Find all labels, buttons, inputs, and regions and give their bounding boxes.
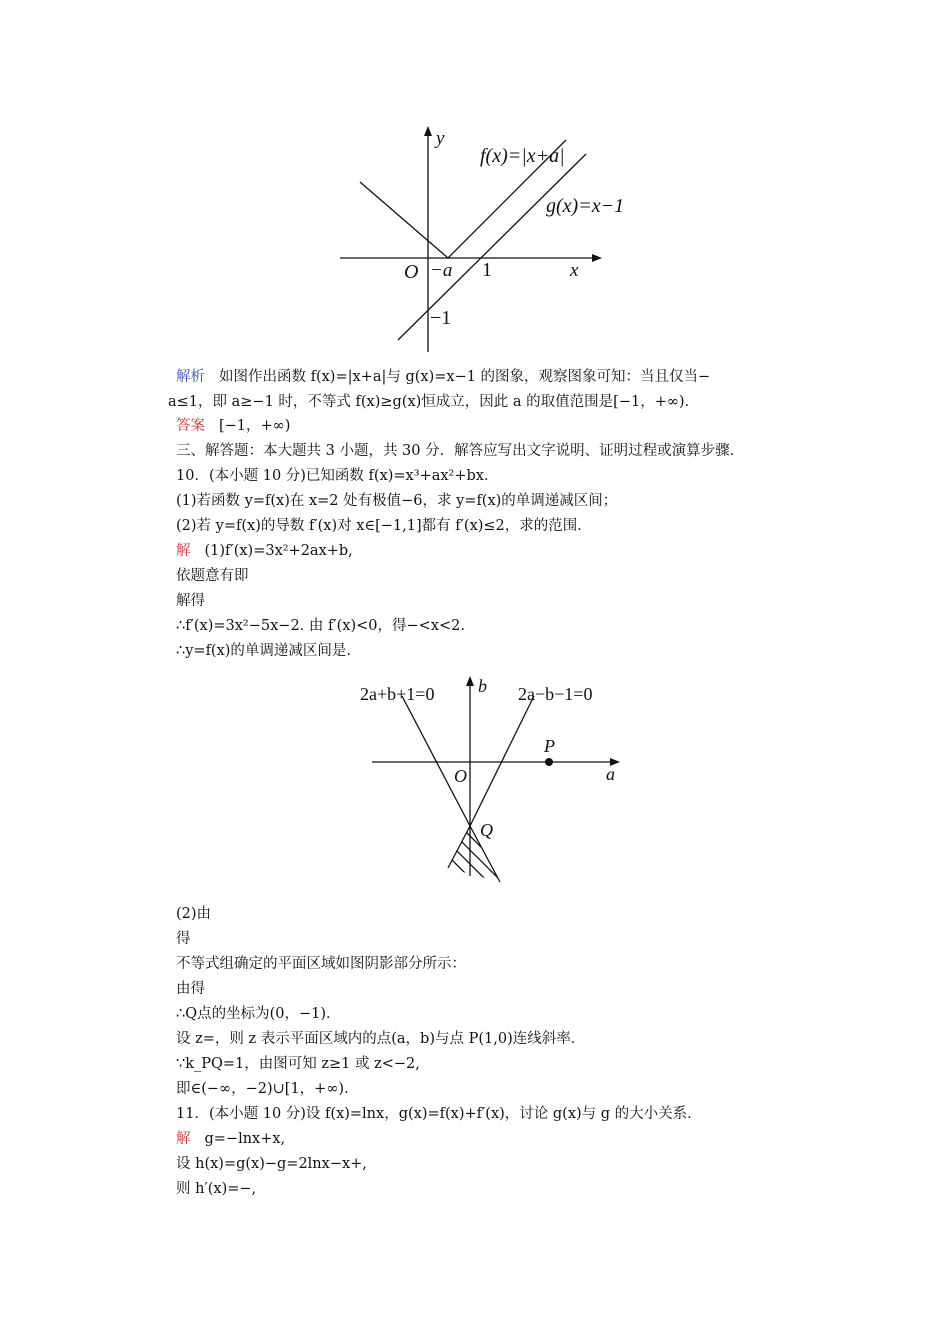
answer-text: [−1，+∞) <box>219 418 291 434</box>
a-axis-label: a <box>606 764 615 784</box>
q11-stem: 11．(本小题 10 分)设 f(x)=lnx，g(x)=f(x)+f′(x)，讨论 g(x)与 g 的大小关系． <box>176 1106 702 1122</box>
neg-a-label: −a <box>430 260 453 281</box>
linear-function-graph <box>398 154 586 340</box>
sol10-line-3: 解得 <box>176 593 205 609</box>
q10-stem: 10．(本小题 10 分)已知函数 f(x)=x³+ax²+bx. <box>176 468 489 484</box>
sol10b-line-6: 设 z=，则 z 表示平面区域内的点(a，b)与点 P(1,0)连线斜率． <box>176 1031 586 1047</box>
sol10b-line-8: 即∈(−∞，−2)∪[1，+∞)． <box>176 1081 359 1097</box>
point-P <box>545 758 553 766</box>
sol11-text-1: g=−lnx+x, <box>204 1131 286 1147</box>
line-2a-minus-b-minus-1 <box>470 696 534 826</box>
line-2a-plus-b-plus-1 <box>402 696 470 826</box>
sol11-line-3: 则 h′(x)=−, <box>176 1181 257 1197</box>
origin-label-2: O <box>454 766 467 786</box>
line1-label: 2a+b+1=0 <box>360 684 435 704</box>
figure-abs-vs-linear <box>330 120 650 360</box>
answer-tag: 答案 <box>176 418 205 434</box>
analysis-line-1 <box>176 367 816 387</box>
analysis-text-2: a≤1，即 a≥−1 时，不等式 f(x)≥g(x)恒成立，因此 a 的取值范围是[−1，+∞)． <box>168 394 700 410</box>
analysis-line-2 <box>168 392 808 412</box>
line2-label: 2a−b−1=0 <box>518 684 593 704</box>
solution-tag-11: 解 <box>176 1131 191 1147</box>
solution-tag: 解 <box>176 543 191 559</box>
sol10-line-4: ∴f′(x)=3x²−5x−2. 由 f′(x)<0，得−<x<2. <box>176 618 465 634</box>
answer-line <box>176 416 816 436</box>
one-label: 1 <box>482 259 492 281</box>
analysis-tag: 解析 <box>176 369 205 385</box>
sol10b-line-3: 不等式组确定的平面区域如图阴影部分所示： <box>176 956 466 972</box>
sol10b-line-2: 得 <box>176 931 191 947</box>
q10-part1: (1)若函数 y=f(x)在 x=2 处有极值−6，求 y=f(x)的单调递减区间； <box>176 493 618 509</box>
sol10-line-1 <box>176 541 816 561</box>
sol11-line-2: 设 h(x)=g(x)−g=2lnx−x+, <box>176 1156 367 1172</box>
b-axis-label: b <box>478 676 487 696</box>
sol10-line-5: ∴y=f(x)的单调递减区间是. <box>176 643 352 659</box>
sol10b-line-7: ∵k_PQ=1，由图可知 z≥1 或 z<−2, <box>176 1056 420 1072</box>
section-3-heading: 三、解答题：本大题共 3 小题，共 30 分．解答应写出文字说明、证明过程或演算步骤． <box>176 443 745 459</box>
Q-label: Q <box>480 820 493 840</box>
q10-part2: (2)若 y=f(x)的导数 f′(x)对 x∈[−1,1]都有 f′(x)≤2，求的范围． <box>176 518 592 534</box>
figure-feasible-region <box>350 672 640 890</box>
b-axis-arrow <box>466 676 474 686</box>
sol10b-line-4: 由得 <box>176 981 205 997</box>
sol10b-line-1: (2)由 <box>176 906 212 922</box>
g-label: g(x)=x−1 <box>546 195 625 217</box>
analysis-text-1: 如图作出函数 f(x)=|x+a|与 g(x)=x−1 的图象，观察图象可知：当且仅当− <box>219 369 711 385</box>
x-axis-arrow <box>592 254 602 262</box>
y-axis-arrow <box>424 126 432 136</box>
y-axis-label: y <box>436 128 445 149</box>
origin-label: O <box>404 261 419 283</box>
sol10-text-1: (1)f′(x)=3x²+2ax+b, <box>204 543 353 559</box>
sol10b-line-5: ∴Q点的坐标为(0，−1)． <box>176 1006 341 1022</box>
sol11-line-1 <box>176 1129 816 1149</box>
neg-one-label: −1 <box>430 307 452 329</box>
f-label: f(x)=|x+a| <box>480 145 565 167</box>
P-label: P <box>544 736 555 756</box>
x-axis-label: x <box>570 260 579 281</box>
sol10-line-2: 依题意有即 <box>176 568 249 584</box>
